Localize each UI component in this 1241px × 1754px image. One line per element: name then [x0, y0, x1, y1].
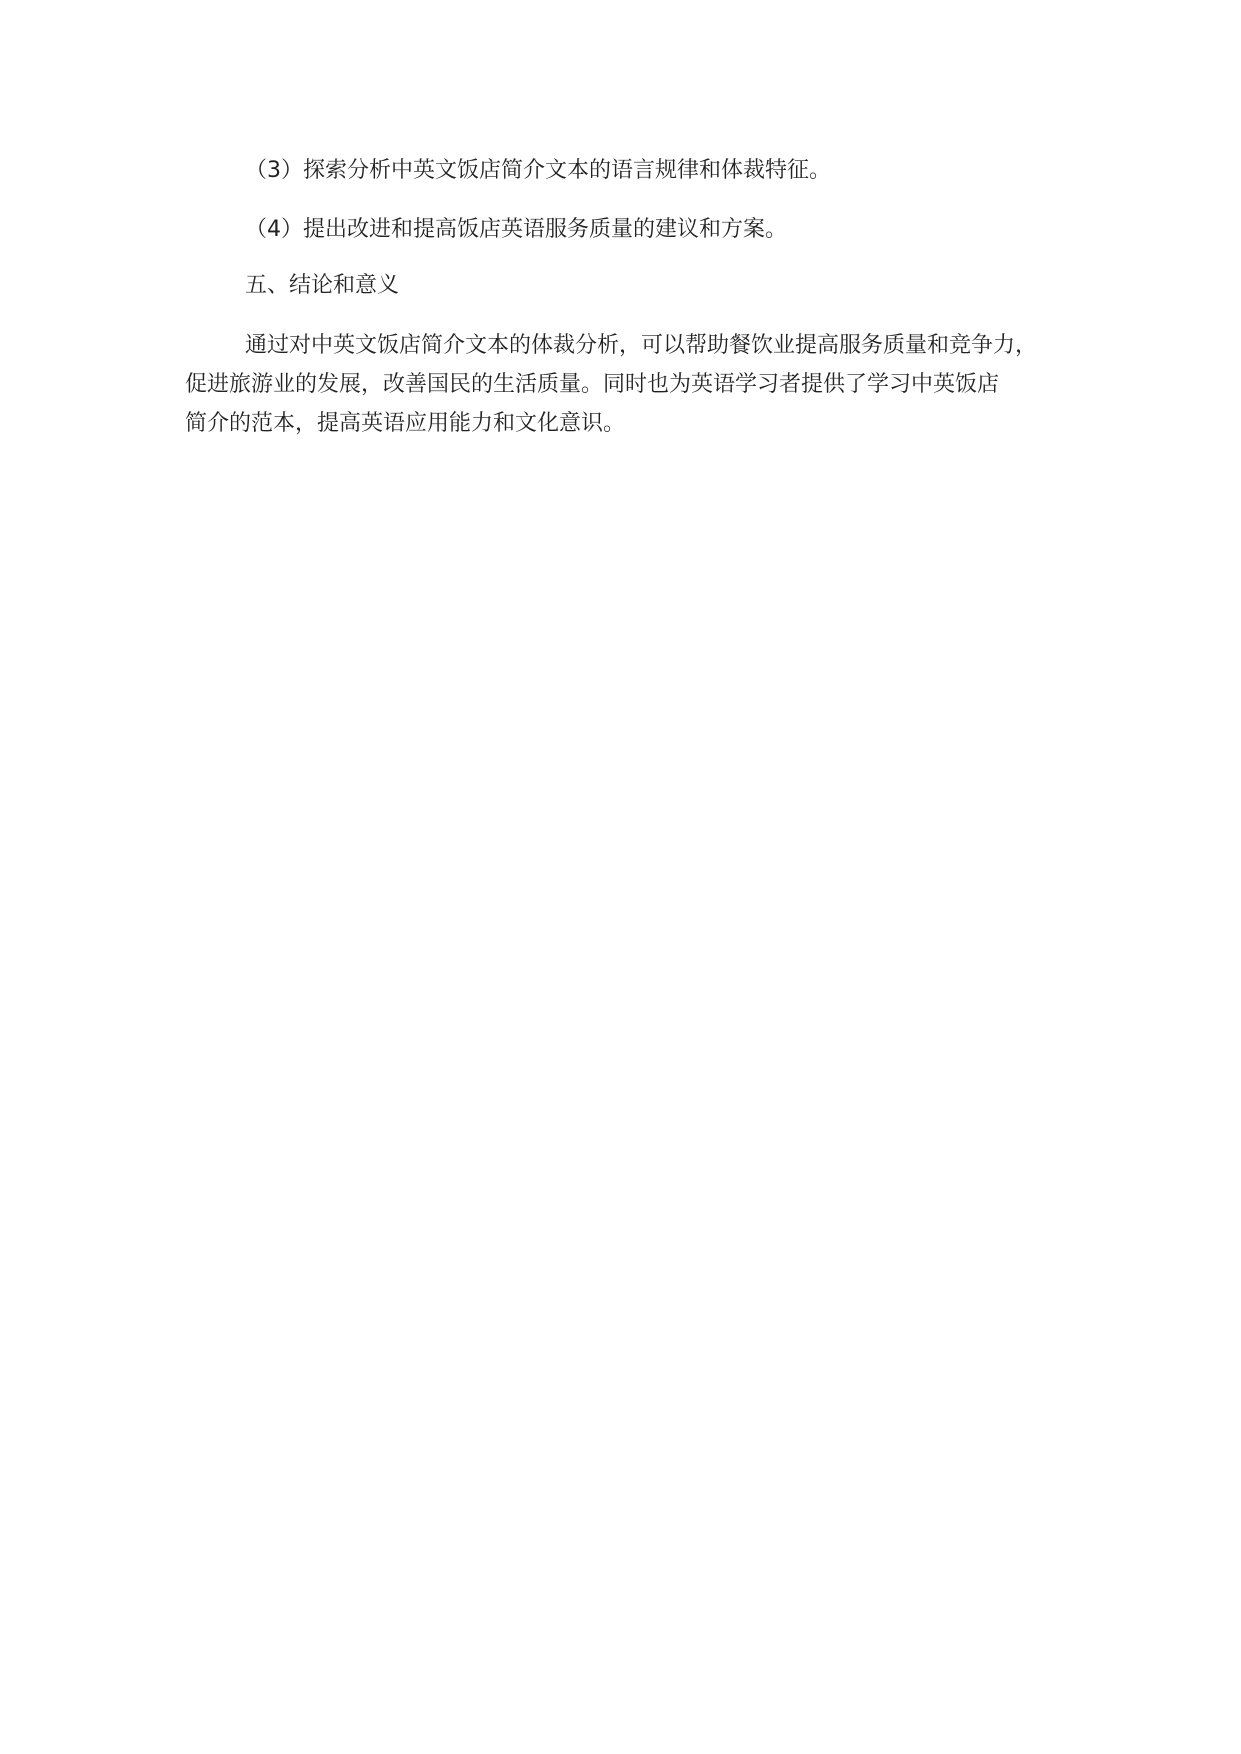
conclusion-paragraph-line: 促进旅游业的发展，改善国民的生活质量。同时也为英语学习者提供了学习中英饭店	[185, 372, 1000, 397]
section-heading: 五、结论和意义	[245, 273, 400, 298]
conclusion-paragraph-line: 通过对中英文饭店简介文本的体裁分析，可以帮助餐饮业提高服务质量和竞争力，	[245, 333, 1038, 358]
list-item-4: （4）提出改进和提高饭店英语服务质量的建议和方案。	[245, 217, 787, 242]
conclusion-paragraph-line: 简介的范本，提高英语应用能力和文化意识。	[185, 411, 626, 436]
list-item-3: （3）探索分析中英文饭店简介文本的语言规律和体裁特征。	[245, 158, 831, 183]
